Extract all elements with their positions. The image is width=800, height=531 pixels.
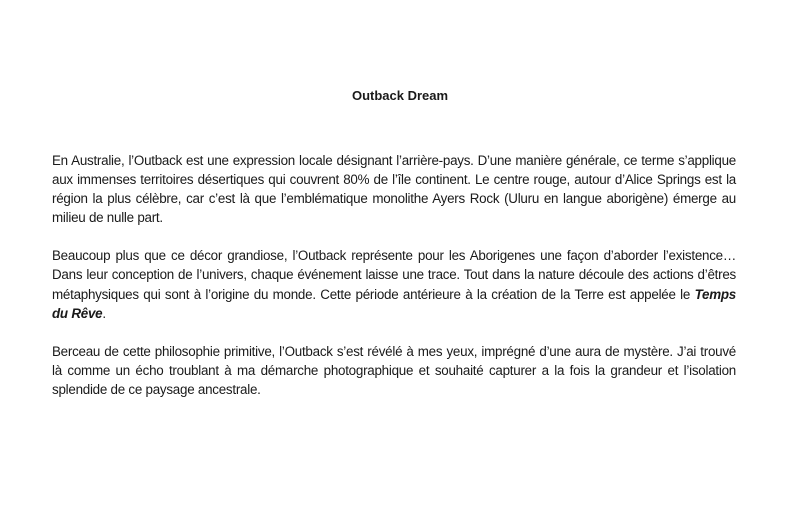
- paragraph-photographic-approach: [52, 342, 736, 399]
- paragraph-text: Berceau de cette philosophie primitive, l’Outback s’est révélé à mes yeux, imprégné d’une aura de mystère. J’ai trouvé là comme un écho troublant à ma démarche photographique et souhaité capturer a la fois la grandeur et l’isolation splendide de ce paysage ancestrale.: [52, 343, 736, 397]
- document-title: Outback Dream: [351, 88, 449, 103]
- paragraph-aboriginal-view: [52, 246, 736, 322]
- paragraph-text-end: .: [102, 305, 106, 321]
- paragraph-text: En Australie, l’Outback est une expression locale désignant l’arrière-pays. D’une manière générale, ce terme s’applique aux immenses territoires désertiques qui couvrent 80% de l’île continent. Le centre rouge, autour d’Alice Springs est la région la plus célèbre, car c’est là que l’emblématique monolithe Ayers Rock (Uluru en langue aborigène) émerge au milieu de nulle part.: [52, 153, 736, 226]
- document-body: [52, 151, 736, 418]
- paragraph-text: Beaucoup plus que ce décor grandiose, l’Outback représente pour les Aborigenes une façon d’aborder l’existence… Dans leur conception de l’univers, chaque événement laisse une trace. Tout dans la nature découle des actions d’êtres métaphysiques qui sont à l’origine du monde. Cette période antérieure à la création de la Terre est appelée le: [52, 248, 736, 302]
- paragraph-outback-definition: [52, 151, 736, 227]
- dreamtime-emphasis: Temps du Rêve: [52, 286, 736, 321]
